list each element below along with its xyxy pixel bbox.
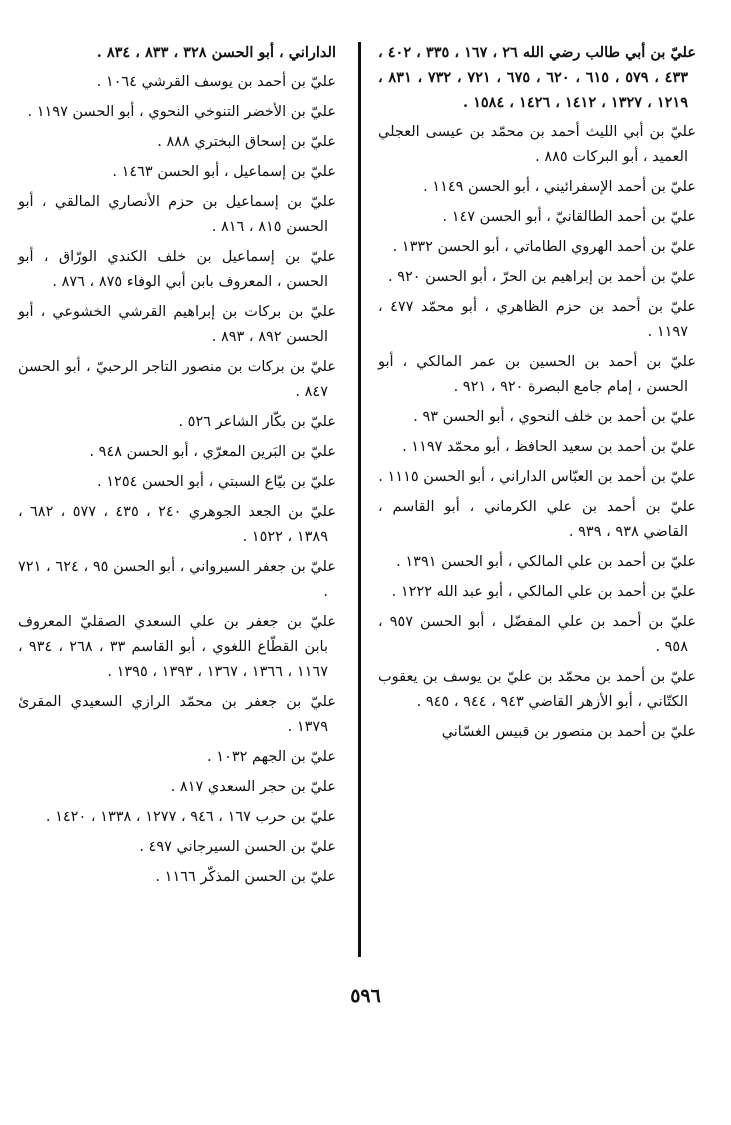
index-entry: عليّ بن أحمد بن علي المالكي ، أبو عبد الله ١٢٢٢ . — [391, 584, 696, 600]
index-entry: عليّ بن بكّار الشاعر ٥٢٦ . — [178, 414, 336, 430]
index-entry: عليّ بن أحمد بن العبّاس الداراني ، أبو الحسن ١١١٥ . — [378, 469, 696, 485]
index-entry: عليّ بن أحمد بن علي الكرماني ، أبو القاسم ، القاضي ٩٣٨ ، ٩٣٩ . — [378, 499, 696, 540]
index-entry: عليّ بن جعفر السيرواني ، أبو الحسن ٩٥ ، ٦٢٤ ، ٧٢١ . — [18, 559, 337, 600]
index-entry: عليّ بن إسماعيل بن حزم الأنصاري المالقي ، أبو الحسن ٨١٥ ، ٨١٦ . — [18, 194, 336, 235]
index-entry: الداراني ، أبو الحسن ٣٢٨ ، ٨٣٣ ، ٨٣٤ . — [96, 44, 336, 61]
index-entry: عليّ بن حجر السعدي ٨١٧ . — [170, 779, 336, 795]
index-entry: عليّ بن الجعد الجوهري ٢٤٠ ، ٤٣٥ ، ٥٧٧ ، ٦٨٢ ، ١٣٨٩ ، ١٥٢٢ . — [18, 504, 336, 545]
index-entry: عليّ بن جعفر بن علي السعدي الصقليّ المعروف بابن القطّاع اللغوي ، أبو القاسم ٣٣ ، ٢٦٨ ، ٩٣٤ ، ١١٦٧ ، ١٣٦٦ ، ١٣٦٧ ، ١٣٩٣ ، ١٣٩٥ . — [18, 614, 336, 680]
index-entry: عليّ بن أحمد بن الحسين بن عمر المالكي ، أبو الحسن ، إمام جامع البصرة ٩٢٠ ، ٩٢١ . — [378, 354, 696, 395]
index-entry: عليّ بن أبي طالب رضي الله ٢٦ ، ١٦٧ ، ٣٣٥ ، ٤٠٢ ، ٤٣٣ ، ٥٧٩ ، ٦١٥ ، ٦٢٠ ، ٦٧٥ ، ٧٢١ ، ٧٣٢ ، ٨٣١ ، ١٢١٩ ، ١٣٢٧ ، ١٤١٢ ، ١٤٢٦ ، ١٥٨٤ . — [378, 44, 696, 111]
index-entry: عليّ بن أحمد بن علي المالكي ، أبو الحسن ١٣٩١ . — [396, 554, 696, 570]
index-entry: عليّ بن أحمد بن سعيد الحافظ ، أبو محمّد ١١٩٧ . — [402, 439, 696, 455]
column-divider — [358, 42, 361, 957]
left-column — [18, 40, 336, 895]
index-entry: عليّ بن أحمد بن خلف النحوي ، أبو الحسن ٩٣ . — [413, 409, 696, 425]
index-entry: عليّ بن أحمد بن يوسف القرشي ١٠٦٤ . — [96, 74, 336, 90]
index-entry: عليّ بن إسماعيل ، أبو الحسن ١٤٦٣ . — [112, 164, 336, 180]
index-entry: عليّ بن أحمد بن إبراهيم بن الحرّ ، أبو الحسن ٩٢٠ . — [387, 269, 696, 285]
index-entry: عليّ بن أحمد بن محمّد بن عليّ بن يوسف بن يعقوب الكتّاني ، أبو الأزهر القاضي ٩٤٣ ، ٩٤٤ ، ٩٤٥ . — [378, 669, 696, 710]
right-column — [378, 40, 696, 750]
index-entry: عليّ بن إسماعيل بن خلف الكندي الورّاق ، أبو الحسن ، المعروف بابن أبي الوفاء ٨٧٥ ، ٨٧٦ . — [18, 249, 336, 290]
index-entry: عليّ بن جعفر بن محمّد الرازي السعيدي المقرئ ١٣٧٩ . — [18, 694, 336, 735]
index-entry: عليّ بن الجهم ١٠٣٢ . — [207, 749, 336, 765]
index-entry: عليّ بن أحمد بن حزم الظاهري ، أبو محمّد ٤٧٧ ، ١١٩٧ . — [378, 299, 696, 340]
index-entry: عليّ بن أحمد الإسفرائيني ، أبو الحسن ١١٤٩ . — [423, 179, 696, 195]
index-entry: عليّ بن الأخضر التنوخي النحوي ، أبو الحسن ١١٩٧ . — [27, 104, 336, 120]
page-number: ٥٩٦ — [350, 985, 381, 1007]
index-entry: عليّ بن أحمد بن علي المفضّل ، أبو الحسن ٩٥٧ ، ٩٥٨ . — [378, 614, 696, 655]
index-entry: عليّ بن بركات بن منصور التاجر الرحبيّ ، أبو الحسن ٨٤٧ . — [18, 359, 336, 400]
index-entry: عليّ بن الحسن المذكّر ١١٦٦ . — [155, 869, 336, 885]
index-entry: عليّ بن أحمد الهروي الطاماتي ، أبو الحسن ١٣٣٢ . — [392, 239, 696, 255]
index-entry: عليّ بن حرب ١٦٧ ، ٩٤٦ ، ١٢٧٧ ، ١٣٣٨ ، ١٤٢٠ . — [45, 809, 336, 825]
index-entry: عليّ بن الحسن السيرجاني ٤٩٧ . — [139, 839, 336, 855]
index-entry: عليّ بن أبي الليث أحمد بن محمّد بن عيسى العجلي العميد ، أبو البركات ٨٨٥ . — [378, 124, 696, 165]
index-entry: عليّ بن البَرين المعرّي ، أبو الحسن ٩٤٨ . — [89, 444, 336, 460]
index-entry: عليّ بن بركات بن إبراهيم القرشي الخشوعي ، أبو الحسن ٨٩٢ ، ٨٩٣ . — [18, 304, 336, 345]
index-entry: عليّ بن أحمد الطالقانيّ ، أبو الحسن ١٤٧ . — [442, 209, 696, 225]
index-entry: عليّ بن أحمد بن منصور بن قبيس الغسّاني — [441, 724, 696, 740]
index-entry: عليّ بن بيّاع السبتي ، أبو الحسن ١٢٥٤ . — [97, 474, 336, 490]
index-entry: عليّ بن إسحاق البختري ٨٨٨ . — [157, 134, 336, 150]
